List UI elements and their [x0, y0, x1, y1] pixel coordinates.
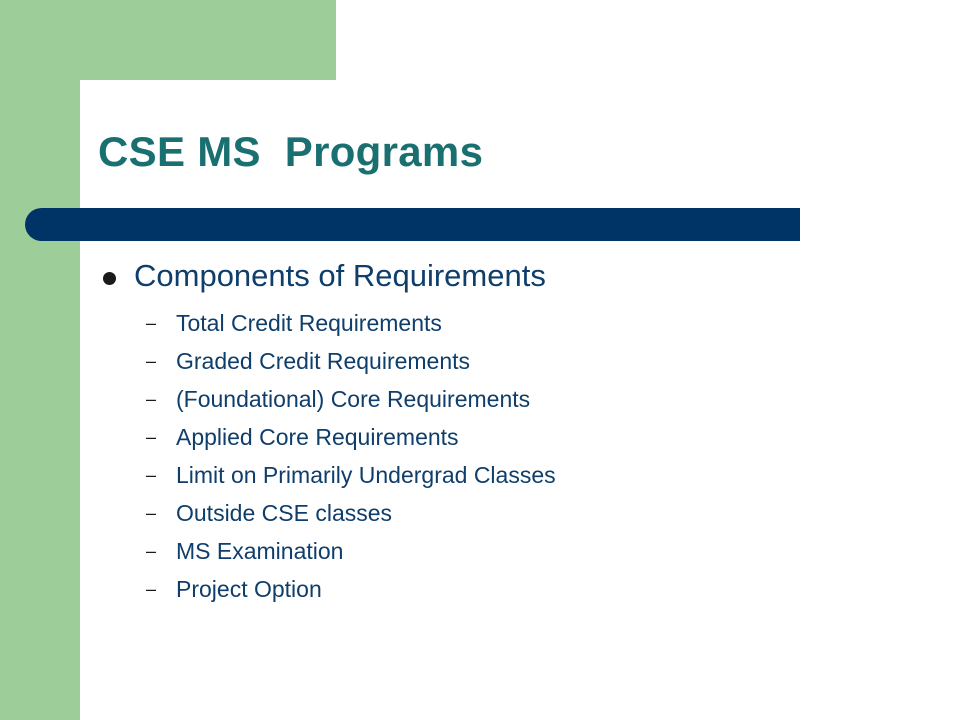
sub-bullet-text: Total Credit Requirements: [176, 309, 442, 336]
sub-bullet-item: [146, 342, 556, 380]
sub-bullet-item: [146, 418, 556, 456]
bullet-dot-icon: [103, 272, 116, 285]
sub-bullet-item: [146, 494, 556, 532]
dash-icon: –: [146, 464, 157, 485]
sub-bullet-text: Graded Credit Requirements: [176, 347, 471, 374]
main-bullet: [103, 258, 546, 294]
sub-bullet-text: Limit on Primarily Undergrad Classes: [176, 461, 556, 488]
dash-icon: –: [146, 388, 157, 409]
sub-bullet-item: [146, 380, 556, 418]
dash-icon: –: [146, 350, 157, 371]
sub-bullet-item: [146, 456, 556, 494]
sub-bullet-list: [146, 304, 556, 608]
green-top-band: [0, 0, 336, 80]
sub-bullet-text: Applied Core Requirements: [176, 423, 459, 450]
sub-bullet-item: [146, 304, 556, 342]
main-bullet-text: Components of Requirements: [134, 258, 546, 293]
dash-icon: –: [146, 502, 157, 523]
slide-title: CSE MS Programs: [98, 128, 484, 175]
title-underline-bar: [25, 208, 800, 241]
sub-bullet-text: (Foundational) Core Requirements: [176, 385, 531, 412]
dash-icon: –: [146, 426, 157, 447]
dash-icon: –: [146, 312, 157, 333]
sub-bullet-text: Outside CSE classes: [176, 499, 393, 526]
sub-bullet-text: MS Examination: [176, 537, 344, 564]
dash-icon: –: [146, 578, 157, 599]
sub-bullet-text: Project Option: [176, 575, 322, 602]
green-side-band: [0, 0, 80, 720]
sub-bullet-item: [146, 570, 556, 608]
sub-bullet-item: [146, 532, 556, 570]
dash-icon: –: [146, 540, 157, 561]
